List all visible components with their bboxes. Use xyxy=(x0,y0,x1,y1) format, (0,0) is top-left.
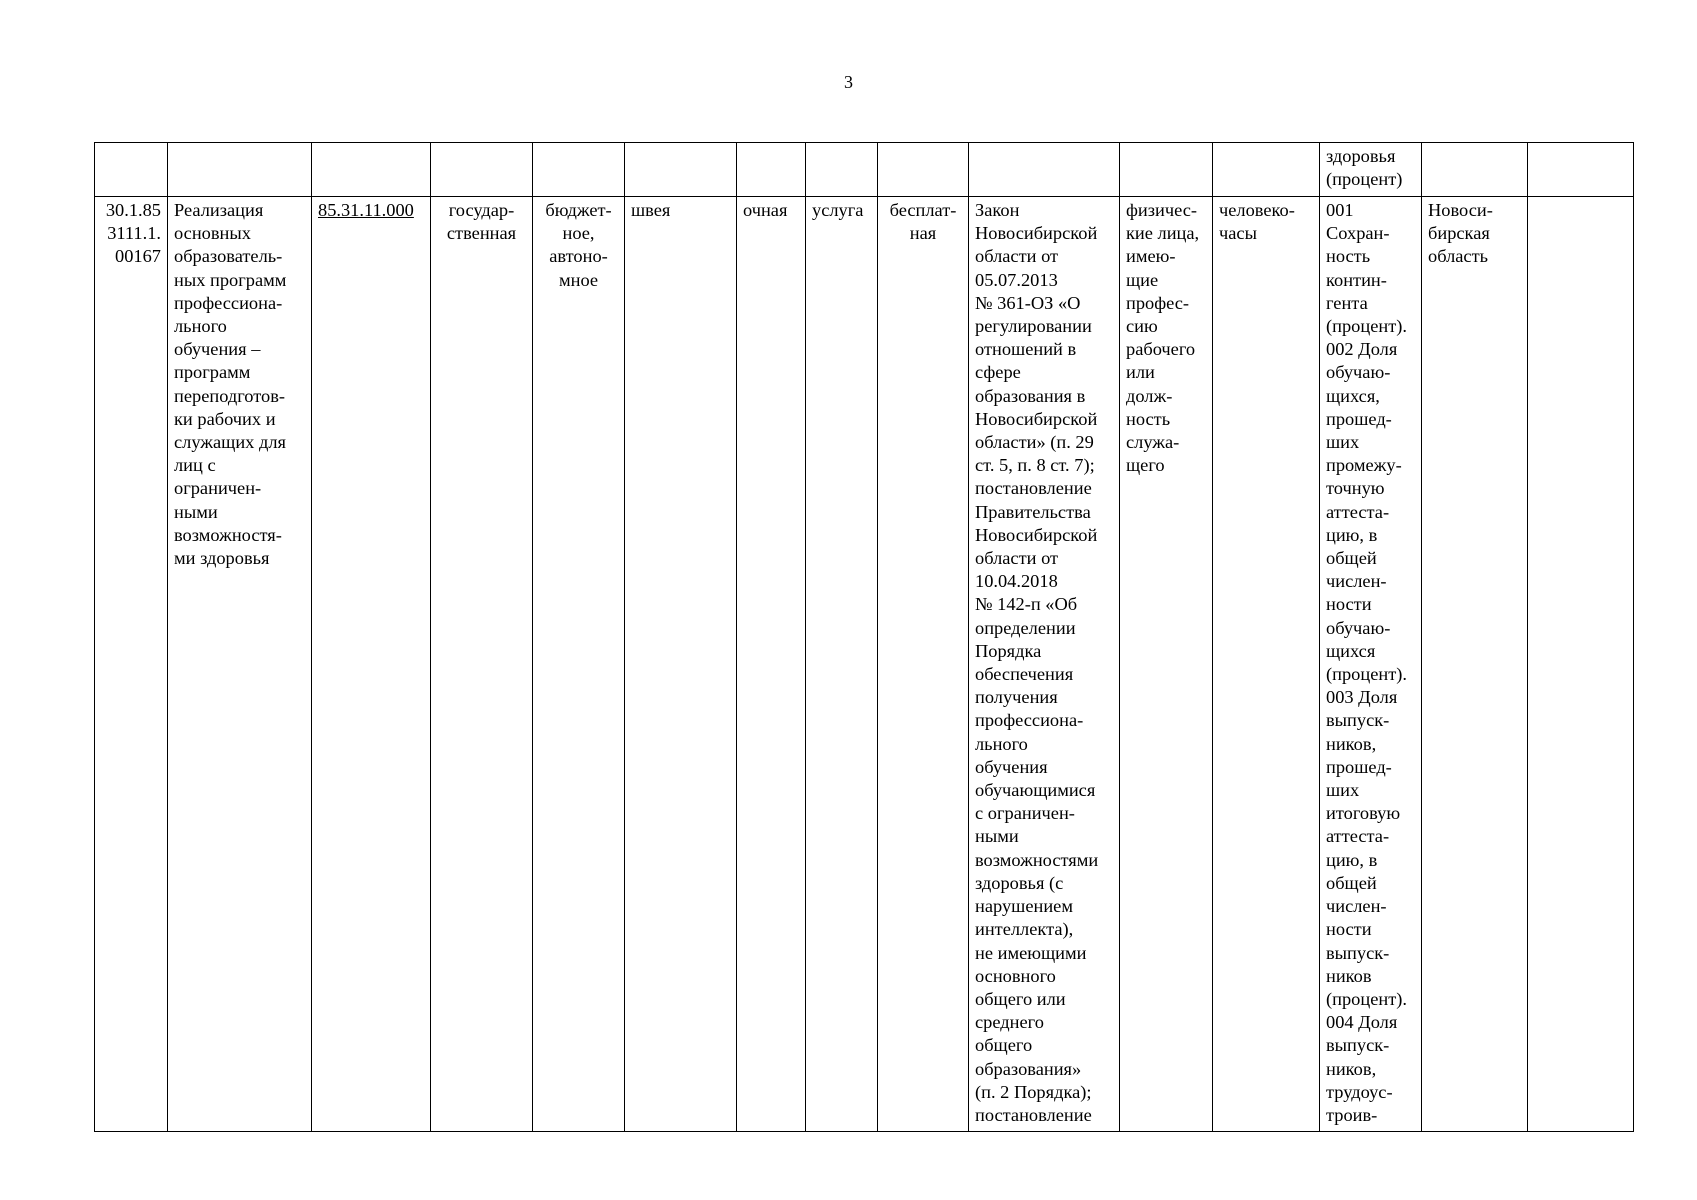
cell-empty xyxy=(95,143,168,197)
cell-volume-unit: человеко- часы xyxy=(1213,197,1320,1132)
cell-empty xyxy=(625,143,737,197)
cell-empty xyxy=(312,143,431,197)
cell-empty xyxy=(168,143,312,197)
cell-quality-indicators: 001 Сохран- ность контин- гента (процент). 002 Доля обучаю- щихся, прошед- ших промежу- точную аттеста- цию, в общей числен- ности обучаю- щихся (процент). 003 Доля выпуск- ников, прошед- ших итоговую аттеста- цию, в общей числен- ности выпуск- ников (процент). 004 Доля выпуск- ников, трудоус- троив- xyxy=(1320,197,1422,1132)
cell-empty xyxy=(1528,143,1634,197)
page-number: 3 xyxy=(844,72,853,92)
cell-service-name: Реализация основных образователь- ных программ профессиона- льного обучения – программ переподготов- ки рабочих и служащих для лиц с ограничен- ными возможностя- ми здоровья xyxy=(168,197,312,1132)
cell-kind: услуга xyxy=(806,197,878,1132)
cell-ownership: государ- ственная xyxy=(431,197,533,1132)
cell-legal-basis: Закон Новосибирской области от 05.07.2013 № 361-ОЗ «О регулировании отношений в сфере образования в Новосибирской области» (п. 29 ст. 5, п. 8 ст. 7); постановление Правительства Новосибирской области от 10.04.2018 № 142-п «Об определении Порядка обеспечения получения профессиона- льного обучения обучающимися с ограничен- ными возможностями здоровья (с нарушением интеллекта), не имеющими основного общего или среднего общего образования» (п. 2 Порядка); постановление xyxy=(969,197,1120,1132)
cell-registry-number: 30.1.85 3111.1. 00167 xyxy=(95,197,168,1132)
cell-form: очная xyxy=(737,197,806,1132)
services-register-table xyxy=(94,142,1634,1132)
okved-code: 85.31.11.000 xyxy=(318,200,414,220)
cell-empty xyxy=(806,143,878,197)
cell-empty xyxy=(1422,143,1528,197)
table-row xyxy=(95,197,1634,1132)
cell-institution-type: бюджет- ное, автоно- мное xyxy=(533,197,625,1132)
cell-empty xyxy=(1120,143,1213,197)
cell-okved-code xyxy=(312,197,431,1132)
table-row-continuation xyxy=(95,143,1634,197)
cell-consumers: физичес- кие лица, имею- щие профес- сию рабочего или долж- ность служа- щего xyxy=(1120,197,1213,1132)
cell-extra xyxy=(1528,197,1634,1132)
cell-payment: бесплат- ная xyxy=(878,197,969,1132)
cell-indicator-continuation: здоровья (процент) xyxy=(1320,143,1422,197)
cell-empty xyxy=(969,143,1120,197)
cell-empty xyxy=(431,143,533,197)
cell-empty xyxy=(737,143,806,197)
cell-empty xyxy=(878,143,969,197)
cell-empty xyxy=(533,143,625,197)
cell-region: Новоси- бирская область xyxy=(1422,197,1528,1132)
cell-profession: швея xyxy=(625,197,737,1132)
cell-empty xyxy=(1213,143,1320,197)
